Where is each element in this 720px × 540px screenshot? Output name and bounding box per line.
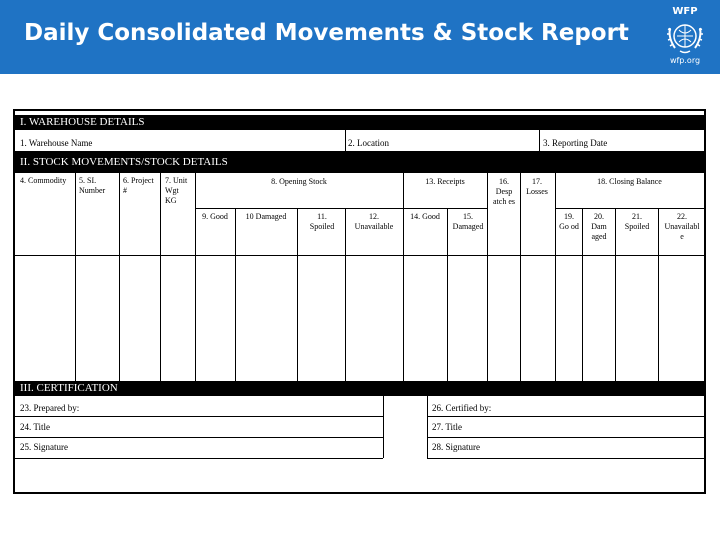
- col-receipts-damaged: 15. Damaged: [452, 212, 484, 231]
- col-receipts: 13. Receipts: [425, 177, 465, 186]
- report-title: Daily Consolidated Movements & Stock Report: [24, 20, 629, 46]
- wfp-emblem-icon: [665, 18, 705, 56]
- certified-by-label: 26. Certified by:: [432, 403, 492, 413]
- col-closing-balance: 18. Closing Balance: [597, 177, 662, 186]
- divider: [539, 130, 540, 151]
- row-rule: [15, 458, 383, 459]
- col-closing-spoiled: 21. Spoiled: [624, 212, 650, 231]
- col-divider: [615, 208, 616, 381]
- col-divider: [582, 208, 583, 381]
- col-divider: [520, 173, 521, 381]
- col-divider: [383, 396, 384, 458]
- col-divider: [447, 208, 448, 381]
- report-form: [13, 109, 706, 494]
- row-rule: [15, 416, 383, 417]
- subheader-rule: [195, 208, 403, 209]
- warehouse-name-label: 1. Warehouse Name: [20, 138, 93, 148]
- prepared-by-label: 23. Prepared by:: [20, 403, 80, 413]
- header-rule: [15, 255, 704, 256]
- col-divider: [658, 208, 659, 381]
- col-closing-good: 19. Go od: [559, 212, 579, 231]
- col-opening-good: 9. Good: [202, 212, 228, 221]
- col-divider: [119, 173, 120, 381]
- row-rule: [427, 458, 704, 459]
- col-si-number: 5. SI. Number: [79, 176, 106, 195]
- section-certification-header: [15, 381, 704, 396]
- col-divider: [297, 208, 298, 381]
- col-divider: [487, 173, 488, 381]
- col-divider: [195, 173, 196, 381]
- title-left-label: 24. Title: [20, 422, 51, 432]
- subheader-rule: [555, 208, 704, 209]
- logo-wordmark: WFP: [672, 6, 698, 17]
- row-rule: [427, 437, 704, 438]
- location-label: 2. Location: [348, 138, 389, 148]
- col-losses: 17. Losses: [526, 177, 548, 196]
- section-title: II. STOCK MOVEMENTS/STOCK DETAILS: [20, 156, 228, 168]
- logo-url: wfp.org: [669, 56, 701, 65]
- wfp-logo: [660, 6, 710, 68]
- col-divider: [345, 208, 346, 381]
- signature-left-label: 25. Signature: [20, 442, 68, 452]
- col-closing-unavailable: 22. Unavailabl e: [664, 212, 700, 241]
- col-divider: [160, 173, 161, 381]
- col-closing-damaged: 20. Dam aged: [591, 212, 607, 241]
- col-despatches: 16. Desp atch es: [493, 177, 515, 206]
- col-project: 6. Project #: [123, 176, 154, 195]
- report-header: [0, 0, 720, 74]
- col-commodity: 4. Commodity: [20, 176, 67, 185]
- col-opening-stock: 8. Opening Stock: [271, 177, 327, 186]
- col-divider: [403, 173, 404, 381]
- section-title: I. WAREHOUSE DETAILS: [20, 116, 145, 128]
- col-opening-damaged: 10 Damaged: [245, 212, 287, 221]
- subheader-rule: [403, 208, 487, 209]
- row-rule: [15, 437, 383, 438]
- section-stock-movements-header: [15, 151, 704, 173]
- col-unit-weight: 7. Unit Wgt KG: [165, 176, 188, 205]
- col-opening-spoiled: 11. Spoiled: [309, 212, 335, 231]
- col-opening-unavailable: 12. Unavailable: [354, 212, 394, 231]
- col-divider: [235, 208, 236, 381]
- section-title: III. CERTIFICATION: [20, 382, 118, 394]
- col-divider: [75, 173, 76, 381]
- reporting-date-label: 3. Reporting Date: [543, 138, 608, 148]
- signature-right-label: 28. Signature: [432, 442, 480, 452]
- col-receipts-good: 14. Good: [410, 212, 440, 221]
- divider: [345, 130, 346, 151]
- col-divider: [427, 396, 428, 458]
- title-right-label: 27. Title: [432, 422, 463, 432]
- row-rule: [427, 416, 704, 417]
- section-warehouse-details-header: [15, 115, 704, 130]
- col-divider: [555, 173, 556, 381]
